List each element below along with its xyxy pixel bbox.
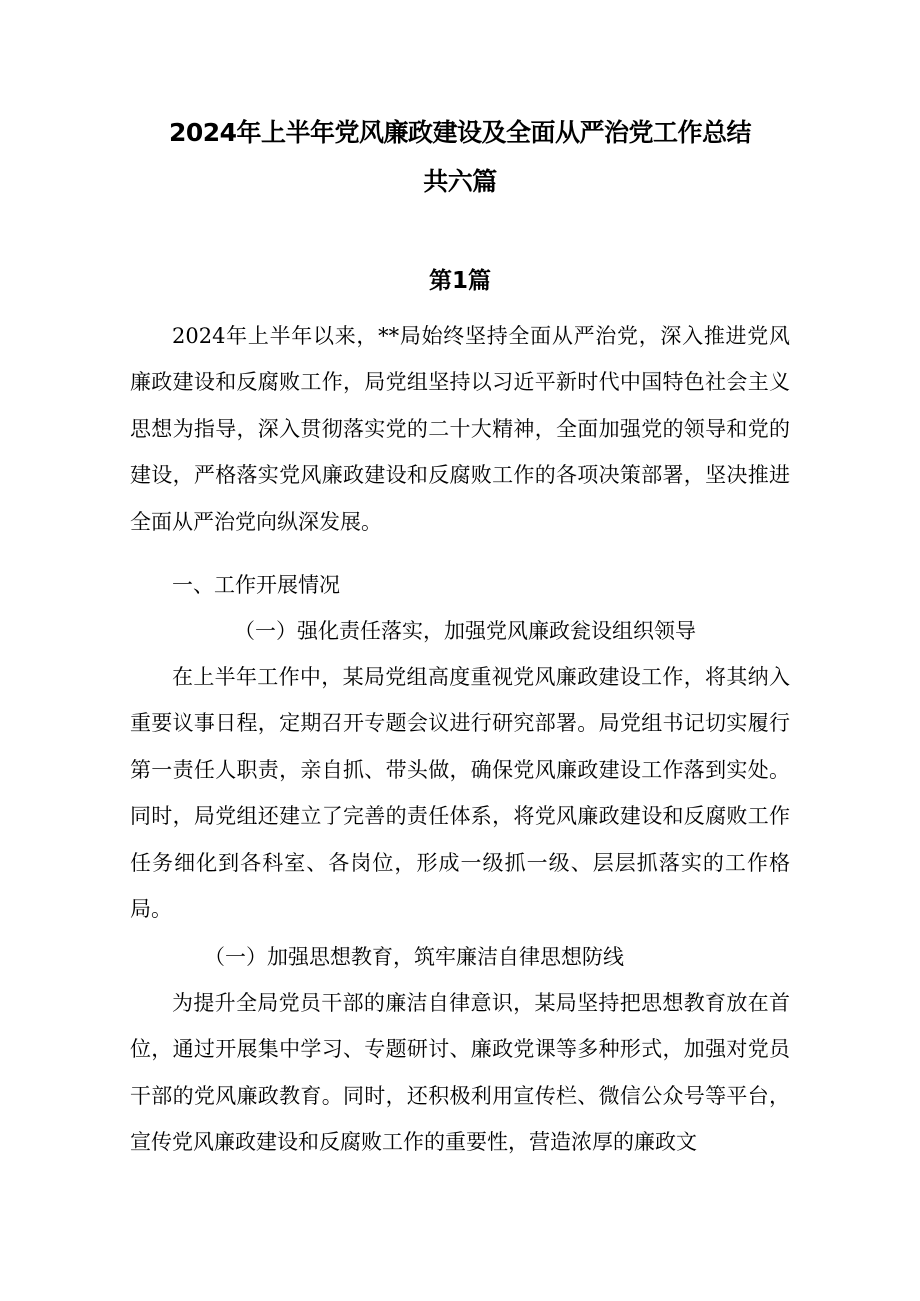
subsection-body-1: 在上半年工作中，某局党组高度重视党风廉政建设工作，将其纳入重要议事日程，定期召开专题会议进行研究部署。局党组书记切实履行第一责任人职责，亲自抓、带头做，确保党风廉政建设工作落到实处。同时，局党组还建立了完善的责任体系，将党风廉政建设和反腐败工作任务细化到各科室、各岗位，形成一级抓一级、层层抓落实的工作格局。 (130, 665, 790, 922)
subsection-title-2: （一）加强思想教育，筑牢廉洁自律思想防线 (204, 945, 624, 969)
section-title: 一、工作开展情况 (172, 573, 340, 597)
section-heading: 第1篇 (428, 268, 491, 294)
subsection-body-2: 为提升全局党员干部的廉洁自律意识，某局坚持把思想教育放在首位，通过开展集中学习、专题研讨、廉政党课等多种形式，加强对党员干部的党风廉政教育。同时，还积极利用宣传栏、微信公众号等平台，宣传党风廉政建设和反腐败工作的重要性，营造浓厚的廉政文 (130, 991, 790, 1155)
document-subtitle: 共六篇 (423, 167, 497, 196)
intro-paragraph: 2024年上半年以来，**局始终坚持全面从严治党，深入推进党风廉政建设和反腐败工作，局党组坚持以习近平新时代中国特色社会主义思想为指导，深入贯彻落实党的二十大精神，全面加强党的领导和党的建设，严格落实党风廉政建设和反腐败工作的各项决策部署，坚决推进全面从严治党向纵深发展。 (130, 324, 790, 534)
subsection-title-1: （一）强化责任落实，加强党风廉政瓮设组织领导 (234, 619, 696, 643)
document-title: 2024年上半年党风廉政建设及全面从严治党工作总结 (168, 118, 752, 147)
